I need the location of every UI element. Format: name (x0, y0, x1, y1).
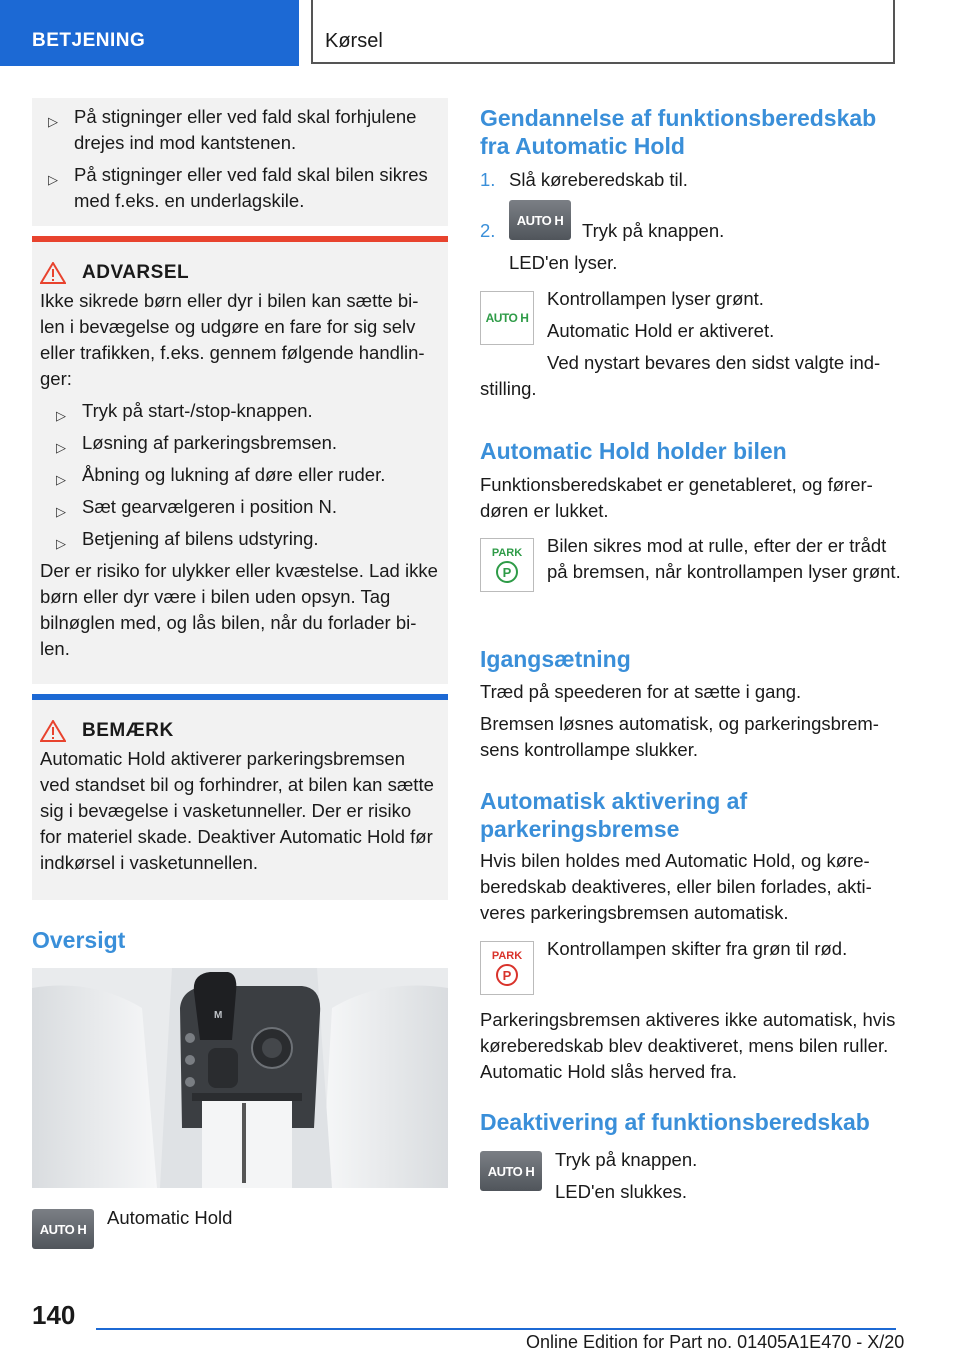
overview-caption: Automatic Hold (107, 1207, 233, 1228)
auto-hold-button-icon: AUTO H (509, 200, 571, 240)
triangle-bullet-icon: ▷ (56, 504, 66, 519)
park-red-lamp-icon: PARK P (480, 941, 534, 995)
restart-text: Ved nystart bevares den sidst valgte ind-stilling. (480, 352, 881, 399)
list-item: ▷ På stigninger eller ved fald skal bilen sikres med f.eks. en underlagskile. (48, 164, 428, 211)
lamp-line-1: Kontrollampen lyser grønt. (547, 288, 764, 309)
auto-brake-text-2: Parkeringsbremsen aktiveres ikke automatisk, hvis køreberedskab blev deaktiveret, mens bilen ruller. Automatic Hold slås herved fra. (480, 1009, 896, 1082)
triangle-bullet-icon: ▷ (56, 536, 66, 551)
step-2-text: Tryk på knappen. (582, 220, 725, 241)
list-item: ▷ Betjening af bilens udstyring. (40, 526, 440, 552)
step-1-text: Slå køreberedskab til. (509, 169, 688, 190)
note-heading: BEMÆRK (40, 720, 440, 742)
warning-heading: ADVARSEL (40, 262, 440, 284)
triangle-bullet-icon: ▷ (56, 440, 66, 455)
auto-hold-button-icon: AUTO H (32, 1209, 94, 1249)
deactivate-line-2: LED'en slukkes. (555, 1181, 688, 1202)
warning-triangle-icon (40, 720, 66, 742)
warning-intro: Ikke sikrede børn eller dyr i bilen kan sætte bi-len i bevægelse og udgøre en fare for sig selv eller trafikken, f.eks. gennem følgende handlin-ger: (40, 290, 425, 389)
auto-hold-green-lamp-icon: AUTO H (480, 291, 534, 345)
note-text: Automatic Hold aktiverer parkeringsbremsen ved standset bil og forhindrer, at bilen kan sætte sig i bevægelse i vasketunneller. Der er risiko for materiel skade. Deaktiver Automatic Hold før indkørsel i vasketunnellen. (40, 748, 434, 873)
warning-box (32, 242, 448, 684)
auto-hold-button-icon: AUTO H (480, 1151, 542, 1191)
chapter-title: Kørsel (311, 0, 895, 64)
center-console-illustration (32, 968, 448, 1188)
list-item: ▷ På stigninger eller ved fald skal forhjulene drejes ind mod kantstenen. (48, 106, 417, 153)
note-box (32, 700, 448, 900)
footer-rule (96, 1328, 896, 1330)
park-green-lamp-icon: PARK P (480, 538, 534, 592)
start-text-1: Træd på speederen for at sætte i gang. (480, 681, 802, 702)
list-item: ▷ Åbning og lukning af døre eller ruder. (40, 462, 440, 488)
p-symbol: P (496, 561, 518, 583)
edition-text: Online Edition for Part no. 01405A1E470 - X/20 (526, 1332, 905, 1352)
deactivate-line-1: Tryk på knappen. (555, 1149, 698, 1170)
triangle-bullet-icon: ▷ (56, 472, 66, 487)
holds-lamp-text: Bilen sikres mod at rulle, efter der er trådt på bremsen, når kontrollampen lyser grønt. (547, 535, 901, 582)
triangle-bullet-icon: ▷ (56, 408, 66, 423)
top-bullets-box (32, 98, 448, 226)
center-console-photo (32, 968, 448, 1188)
warning-outro: Der er risiko for ulykker eller kvæstelse. Lad ikke børn eller dyr være i bilen uden opsyn. Tag bilnøglen med, og lås bilen, når du forlader bi-len. (40, 560, 438, 659)
list-item: ▷ Sæt gearvælgeren i position N. (40, 494, 440, 520)
triangle-bullet-icon: ▷ (48, 114, 58, 129)
section-heading-holds: Automatic Hold holder bilen (480, 438, 787, 464)
step-1-number: 1. (480, 169, 496, 190)
list-item: ▷ Løsning af parkeringsbremsen. (40, 430, 440, 456)
start-text-2: Bremsen løsnes automatisk, og parkeringsbrem-sens kontrollampe slukker. (480, 713, 879, 760)
page-number: 140 (32, 1300, 76, 1330)
section-heading-deactivate: Deaktivering af funktionsberedskab (480, 1109, 870, 1135)
step-2-number: 2. (480, 220, 496, 241)
photo-m-logo: M (214, 1010, 223, 1021)
auto-brake-text: Hvis bilen holdes med Automatic Hold, og køre-beredskab deaktiveres, eller bilen forlades, akti-veres parkeringsbremsen automatisk. (480, 850, 872, 923)
led-on-text: LED'en lyser. (509, 252, 618, 273)
triangle-bullet-icon: ▷ (48, 172, 58, 187)
p-symbol: P (496, 964, 518, 986)
section-heading-start: Igangsætning (480, 646, 631, 672)
auto-brake-lamp-text: Kontrollampen skifter fra grøn til rød. (547, 938, 848, 959)
section-heading-auto-brake: Automatisk aktivering af parkeringsbremse (480, 788, 748, 842)
holds-text: Funktionsberedskabet er genetableret, og fører-døren er lukket. (480, 474, 873, 521)
overview-heading: Oversigt (32, 927, 126, 953)
section-tab[interactable]: BETJENING (0, 0, 299, 66)
lamp-line-2: Automatic Hold er aktiveret. (547, 320, 775, 341)
section-heading-restore: Gendannelse af funktionsberedskab fra Automatic Hold (480, 105, 877, 159)
list-item: ▷ Tryk på start-/stop-knappen. (40, 398, 440, 424)
warning-triangle-icon (40, 262, 66, 284)
